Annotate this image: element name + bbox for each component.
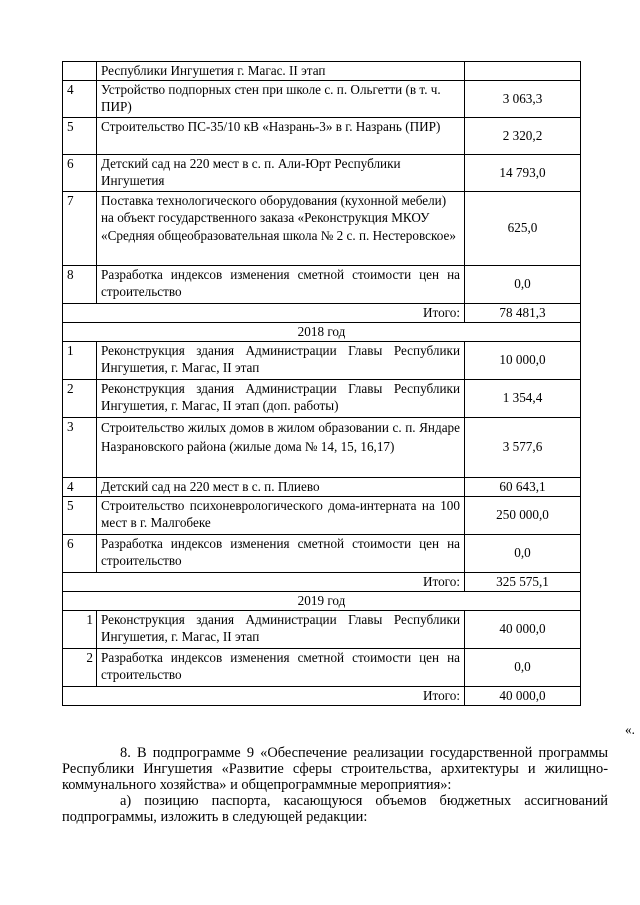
row-value: 0,0 xyxy=(465,648,581,686)
row-value xyxy=(465,62,581,81)
total-row xyxy=(63,572,581,591)
row-description: Строительство психоневрологического дома-интерната на 100 мест в г. Малгобеке xyxy=(97,496,465,534)
row-description: Поставка технологического оборудования (кухонной мебели) на объект государственного заказа «Реконструкция МКОУ «Средняя общеобразовательная школа № 2 с. п. Нестеровское» xyxy=(97,191,465,265)
total-label: Итого: xyxy=(63,686,465,705)
row-number xyxy=(63,62,97,81)
row-value: 625,0 xyxy=(465,191,581,265)
row-number: 6 xyxy=(63,154,97,191)
row-description: Строительство жилых домов в жилом образовании с. п. Яндаре Назрановского района (жилые дома № 14, 15, 16,17) xyxy=(97,417,465,477)
table-row xyxy=(63,341,581,379)
row-value: 3 063,3 xyxy=(465,80,581,117)
total-label: Итого: xyxy=(63,572,465,591)
row-number: 7 xyxy=(63,191,97,265)
table-row xyxy=(63,610,581,648)
table-row xyxy=(63,80,581,117)
table-row xyxy=(63,265,581,303)
row-value: 0,0 xyxy=(465,534,581,572)
total-value: 40 000,0 xyxy=(465,686,581,705)
row-description: Реконструкция здания Администрации Главы Республики Ингушетия, г. Магас, II этап xyxy=(97,610,465,648)
table-row xyxy=(63,534,581,572)
row-number: 5 xyxy=(63,117,97,154)
table-row xyxy=(63,62,581,81)
row-number: 3 xyxy=(63,417,97,477)
row-number: 6 xyxy=(63,534,97,572)
total-value: 325 575,1 xyxy=(465,572,581,591)
row-description: Реконструкция здания Администрации Главы Республики Ингушетия, г. Магас, II этап (доп. работы) xyxy=(97,379,465,417)
row-value: 0,0 xyxy=(465,265,581,303)
row-value: 250 000,0 xyxy=(465,496,581,534)
row-value: 60 643,1 xyxy=(465,477,581,496)
row-value: 3 577,6 xyxy=(465,417,581,477)
table-row xyxy=(63,154,581,191)
row-description: Разработка индексов изменения сметной стоимости цен на строительство xyxy=(97,648,465,686)
total-label: Итого: xyxy=(63,303,465,322)
row-number: 8 xyxy=(63,265,97,303)
row-value: 10 000,0 xyxy=(465,341,581,379)
row-number: 2 xyxy=(63,648,97,686)
budget-table xyxy=(62,61,581,706)
paragraph-item-8: 8. В подпрограмме 9 «Обеспечение реализации государственной программы Республики Ингушетия «Развитие сферы строительства, архитектуры и жилищно-коммунального хозяйства» и общепрограммные мероприятия»: xyxy=(62,745,608,793)
row-value: 1 354,4 xyxy=(465,379,581,417)
row-number: 1 xyxy=(63,610,97,648)
table-row xyxy=(63,648,581,686)
row-value: 40 000,0 xyxy=(465,610,581,648)
table-row xyxy=(63,191,581,265)
row-description: Строительство ПС-35/10 кВ «Назрань-3» в г. Назрань (ПИР) xyxy=(97,117,465,154)
total-row xyxy=(63,303,581,322)
table-row xyxy=(63,496,581,534)
row-description: Детский сад на 220 мест в с. п. Али-Юрт Республики Ингушетия xyxy=(97,154,465,191)
row-number: 4 xyxy=(63,80,97,117)
row-number: 1 xyxy=(63,341,97,379)
table-row xyxy=(63,417,581,477)
row-number: 2 xyxy=(63,379,97,417)
year-heading-2018: 2018 год xyxy=(63,322,581,341)
row-description: Республики Ингушетия г. Магас. II этап xyxy=(97,62,465,81)
row-number: 4 xyxy=(63,477,97,496)
year-row xyxy=(63,322,581,341)
table-row xyxy=(63,379,581,417)
row-description: Детский сад на 220 мест в с. п. Плиево xyxy=(97,477,465,496)
row-value: 2 320,2 xyxy=(465,117,581,154)
table-row xyxy=(63,477,581,496)
paragraph-subitem-a: а) позицию паспорта, касающуюся объемов бюджетных ассигнований подпрограммы, изложить в следующей редакции: xyxy=(62,793,608,825)
total-row xyxy=(63,686,581,705)
row-number: 5 xyxy=(63,496,97,534)
total-value: 78 481,3 xyxy=(465,303,581,322)
row-description: Разработка индексов изменения сметной стоимости цен на строительство xyxy=(97,265,465,303)
row-description: Устройство подпорных стен при школе с. п. Ольгетти (в т. ч. ПИР) xyxy=(97,80,465,117)
table-row xyxy=(63,117,581,154)
closing-quote: «. xyxy=(625,722,635,737)
year-row xyxy=(63,591,581,610)
row-description: Разработка индексов изменения сметной стоимости цен на строительство xyxy=(97,534,465,572)
year-heading-2019: 2019 год xyxy=(63,591,581,610)
row-value: 14 793,0 xyxy=(465,154,581,191)
row-description: Реконструкция здания Администрации Главы Республики Ингушетия, г. Магас, II этап xyxy=(97,341,465,379)
